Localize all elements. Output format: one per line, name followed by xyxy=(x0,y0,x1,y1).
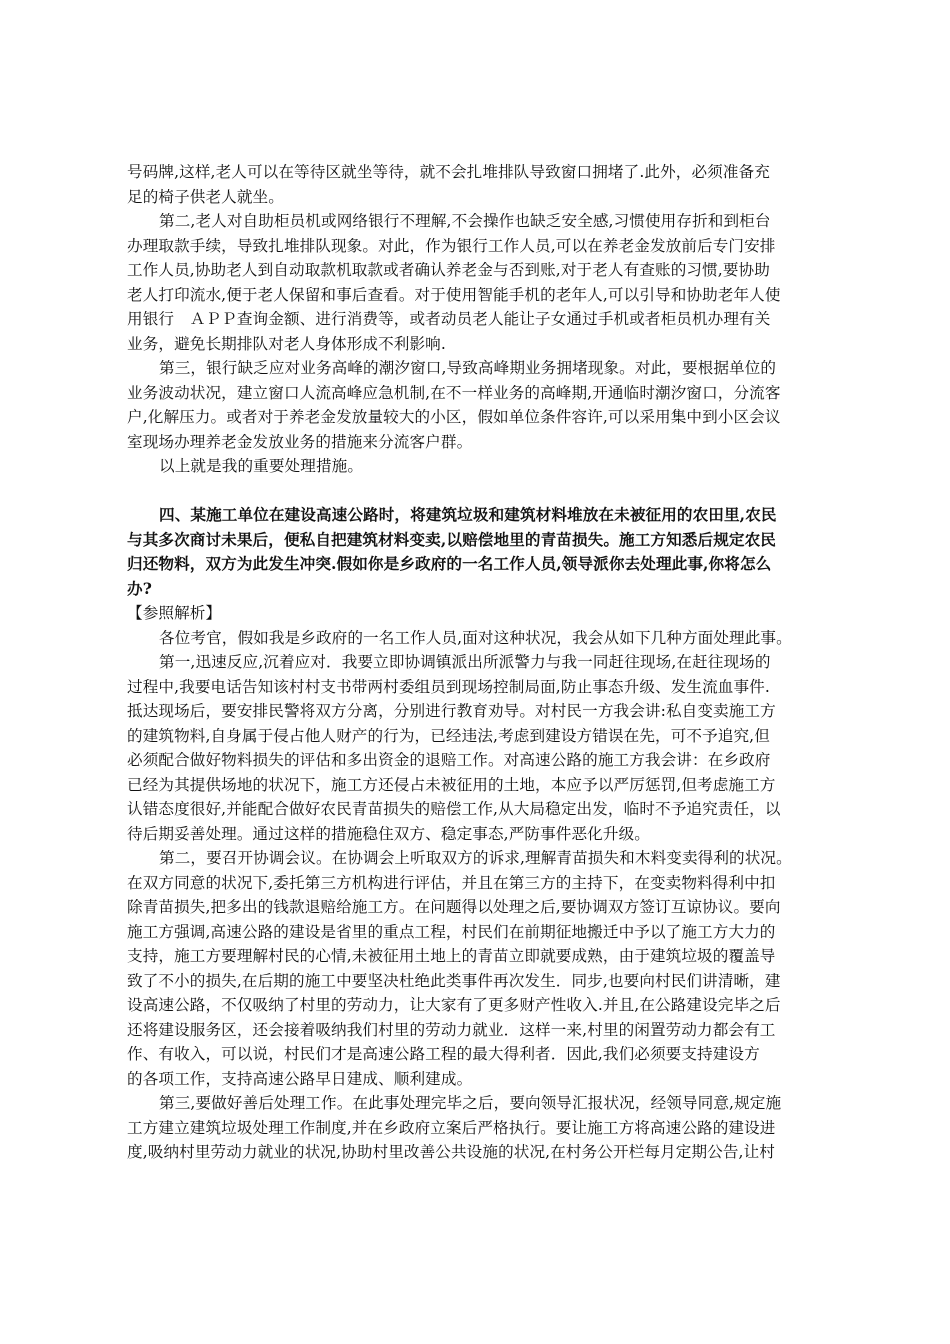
text-line: 设高速公路，不仅吸纳了村里的劳动力，让大家有了更多财产性收入.并且,在公路建设完毕之后 xyxy=(127,996,781,1014)
text-line: 第二,老人对自助柜员机或网络银行不理解,不会操作也缺乏安全感,习惯使用存折和到柜台 xyxy=(159,212,771,230)
question-heading-line: 与其多次商讨未果后，便私自把建筑材料变卖,以赔偿地里的青苗损失。施工方知悉后规定农民 xyxy=(127,529,776,549)
text-line: 第三，银行缺乏应对业务高峰的潮汐窗口,导致高峰期业务拥堵现象。对此，要根据单位的 xyxy=(159,359,777,377)
text-line: 还将建设服务区，还会接着吸纳我们村里的劳动力就业．这样一来,村里的闲置劳动力都会有工 xyxy=(127,1020,776,1039)
text-line: 各位考官，假如我是乡政府的一名工作人员,面对这种状况，我会从如下几种方面处理此事。 xyxy=(159,628,792,647)
text-line: 待后期妥善处理。通过这样的措施稳住双方、稳定事态,严防事件恶化升级。 xyxy=(127,824,650,843)
text-line: 第一,迅速反应,沉着应对．我要立即协调镇派出所派警力与我一同赶往现场,在赶往现场的 xyxy=(159,653,771,671)
text-line: 过程中,我要电话告知该村村支书带两村委组员到现场控制局面,防止事态升级、发生流血事件. xyxy=(127,677,770,696)
text-line: 认错态度很好,并能配合做好农民青苗损失的赔偿工作,从大局稳定出发，临时不予追究责任，以 xyxy=(127,800,781,818)
text-line: 支持，施工方要理解村民的心情,未被征用土地上的青苗立即就要成熟，由于建筑垃圾的覆盖导 xyxy=(127,947,776,965)
text-line: 工方建立建筑垃圾处理工作制度,并在乡政府立案后严格执行。要让施工方将高速公路的建设进 xyxy=(127,1118,776,1137)
text-line: 第二，要召开协调会议。在协调会上听取双方的诉求,理解青苗损失和木料变卖得利的状况。 xyxy=(159,849,792,867)
text-line: 已经为其提供场地的状况下，施工方还侵占未被征用的土地，本应予以严厉惩罚,但考虑施工方 xyxy=(127,775,776,794)
section-label: 【参照解析】 xyxy=(127,604,222,622)
text-line: 业务波动状况，建立窗口人流高峰应急机制,在不一样业务的高峰期,开通临时潮汐窗口，分流客 xyxy=(127,383,781,402)
text-line: 老人打印流水,便于老人保留和事后查看。对于使用智能手机的老年人,可以引导和协助老年人使 xyxy=(127,285,781,304)
text-line: 工作人员,协助老人到自动取款机取款或者确认养老金与否到账,对于老人有查账的习惯,要协助 xyxy=(127,261,770,279)
text-line: 除青苗损失,把多出的钱款退赔给施工方。在问题得以处理之后,要协调双方签订互谅协议。要向 xyxy=(127,898,781,916)
text-line: 户,化解压力。或者对于养老金发放量较大的小区，假如单位条件容许,可以采用集中到小区会议 xyxy=(127,408,781,426)
text-line: 足的椅子供老人就坐。 xyxy=(127,187,284,206)
text-line: 的建筑物料,自身属于侵占他人财产的行为，已经违法,考虑到建设方错误在先，可不予追究,但 xyxy=(127,726,770,745)
text-line: 办理取款手续，导致扎堆排队现象。对此，作为银行工作人员,可以在养老金发放前后专门安排 xyxy=(127,236,776,255)
text-line: 度,吸纳村里劳动力就业的状况,协助村里改善公共设施的状况,在村务公开栏每月定期公告,让村 xyxy=(127,1143,775,1161)
text-line: 室现场办理养老金发放业务的措施来分流客户群。 xyxy=(127,432,473,451)
text-line: 抵达现场后，要安排民警将双方分离，分别进行教育劝导。对村民一方我会讲:私自变卖施工方 xyxy=(127,702,776,720)
text-line: 用银行 ＡＰＰ查询金额、进行消费等，或者动员老人能让子女通过手机或者柜员机办理有关 xyxy=(127,310,771,328)
document-page xyxy=(127,160,833,1165)
question-heading-line: 四、某施工单位在建设高速公路时，将建筑垃圾和建筑材料堆放在未被征用的农田里,农民 xyxy=(159,505,777,524)
text-line: 作、有收入，可以说，村民们才是高速公路工程的最大得利者．因此,我们必须要支持建设方 xyxy=(127,1045,760,1063)
question-heading-line: 归还物料，双方为此发生冲突.假如你是乡政府的一名工作人员,领导派你去处理此事,你将怎么 xyxy=(127,554,772,573)
text-line: 以上就是我的重要处理措施。 xyxy=(159,457,364,475)
text-line xyxy=(127,479,833,504)
text-line: 必须配合做好物料损失的评估和多出资金的退赔工作。对高速公路的施工方我会讲：在乡政府 xyxy=(127,751,771,769)
text-line: 第三,要做好善后处理工作。在此事处理完毕之后，要向领导汇报状况，经领导同意,规定施 xyxy=(159,1094,782,1112)
text-line: 致了不小的损失,在后期的施工中要坚决杜绝此类事件再次发生．同步,也要向村民们讲清晰，建 xyxy=(127,971,781,990)
question-heading-line: 办? xyxy=(127,578,152,598)
text-line: 号码牌,这样,老人可以在等待区就坐等待，就不会扎堆排队导致窗口拥堵了.此外，必须准备充 xyxy=(127,163,770,181)
text-line: 的各项工作，支持高速公路早日建成、顺利建成。 xyxy=(127,1069,473,1088)
text-line: 业务，避免长期排队对老人身体形成不利影响. xyxy=(127,334,446,353)
text-line: 在双方同意的状况下,委托第三方机构进行评估，并且在第三方的主持下，在变卖物料得利中扣 xyxy=(127,873,776,892)
text-line: 施工方强调,高速公路的建设是省里的重点工程，村民们在前期征地搬迁中予以了施工方大力的 xyxy=(127,922,776,941)
